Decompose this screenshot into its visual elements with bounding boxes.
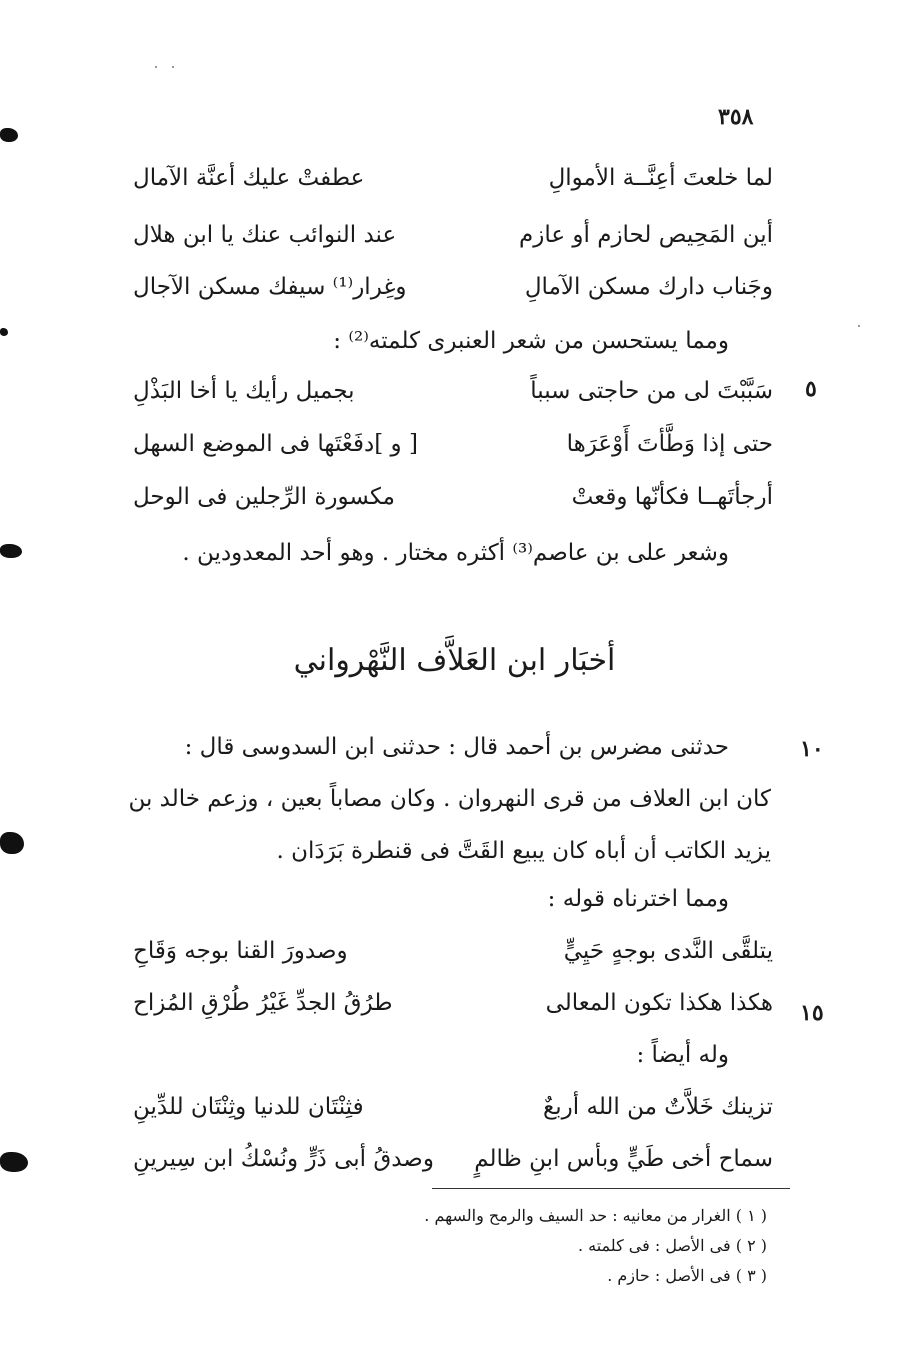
note-ali-ibn-asim: وشعر على بن عاصم⁽³⁾ أكثره مختار . وهو أحد المعدودين . [182,540,729,566]
verse-hemistich-second: [ و ]دفَعْتَها فى الموضع السهل [133,431,418,457]
verse-hemistich-first: سماح أخى طَيٍّ وبأس ابنِ ظالمٍ [474,1146,773,1172]
scan-blot-4 [0,832,24,854]
verse-hemistich-first: هكذا هكذا تكون المعالى [545,990,773,1016]
biography-paragraph-line-2: يزيد الكاتب أن أباه كان يبيع القَتَّ فى قنطرة بَرَدَان . [276,838,771,864]
verse-hemistich-first: أرجأتَهــا فكأنّها وقعتْ [571,484,773,510]
verse-hemistich-second: وصدقُ أبى ذَرٍّ ونُسْكُ ابن سِيرينِ [133,1146,434,1172]
footnote-separator [432,1188,790,1189]
verse-hemistich-first: سَبَّبْتَ لى من حاجتى سبباً [530,378,773,404]
scan-speck-3 [858,325,860,327]
line-number-15: ١٥ [800,1000,824,1026]
verse-line [133,1094,773,1134]
verse-hemistich-second: بجميل رأيك يا أخا البَذْلِ [133,378,355,404]
scan-blot-3 [0,544,22,558]
verse-line [133,378,773,418]
verse-hemistich-first: يتلقَّى النَّدى بوجهٍ حَيِيٍّ [563,938,773,964]
verse-line [133,431,773,471]
verse-hemistich-second: فثِنْتَان للدنيا وثِنْتَان للدِّينِ [133,1094,364,1120]
verse-hemistich-first: حتى إذا وَطَّأتَ أَوْعَرَها [566,431,773,457]
scan-speck-1 [155,66,157,68]
footnote-3: ( ٣ ) فى الأصل : حازم . [607,1266,767,1285]
line-number-10: ١٠ [800,736,824,762]
verse-hemistich-first: وجَناب دارك مسكن الآمالِ [524,274,773,300]
scan-speck-2 [172,66,174,68]
scan-blot-5 [0,1152,28,1172]
intro-also: وله أيضاً : [636,1042,729,1068]
verse-hemistich-first: لما خلعتَ أعِنَّــة الأموالِ [548,165,773,191]
verse-line [133,938,773,978]
verse-hemistich-second: طرُقُ الجدِّ غَيْرُ طُرْقِ المُزاح [133,990,393,1016]
page-number: ٣٥٨ [718,104,754,130]
verse-line [133,222,773,262]
scan-blot-1 [0,128,18,142]
narration-paragraph: حدثنى مضرس بن أحمد قال : حدثنى ابن السدوسى قال : [184,734,729,760]
scan-blot-2 [0,328,8,336]
verse-hemistich-second: مكسورة الرِّجلين فى الوحل [133,484,395,510]
verse-line [133,990,773,1030]
verse-hemistich-second: عطفتْ عليك أعنَّة الآمال [133,165,365,191]
verse-line [133,274,773,314]
footnote-1: ( ١ ) الغرار من معانيه : حد السيف والرمح والسهم . [424,1206,767,1225]
verse-hemistich-second: وصدورَ القنا بوجه وَقَاحِ [133,938,348,964]
verse-line [133,484,773,524]
verse-line [133,1146,773,1186]
verse-hemistich-second: عند النوائب عنك يا ابن هلال [133,222,397,248]
intro-chosen-verses: ومما اخترناه قوله : [547,886,729,912]
section-heading: أخبَار ابن العَلاَّف النَّهْرواني [293,643,616,678]
verse-hemistich-first: أين المَحِيص لحازم أو عازم [519,222,773,248]
line-number-5: ٥ [805,376,817,402]
intro-anbari: ومما يستحسن من شعر العنبرى كلمته⁽²⁾ : [333,328,729,354]
biography-paragraph-line-1: كان ابن العلاف من قرى النهروان . وكان مصاباً بعين ، وزعم خالد بن [128,786,771,812]
verse-line [133,165,773,205]
verse-hemistich-second: وغِرار⁽¹⁾ سيفك مسكن الآجال [133,274,407,300]
verse-hemistich-first: تزينك خَلاَّتٌ من الله أربعٌ [543,1094,773,1120]
footnote-2: ( ٢ ) فى الأصل : فى كلمته . [577,1236,767,1255]
